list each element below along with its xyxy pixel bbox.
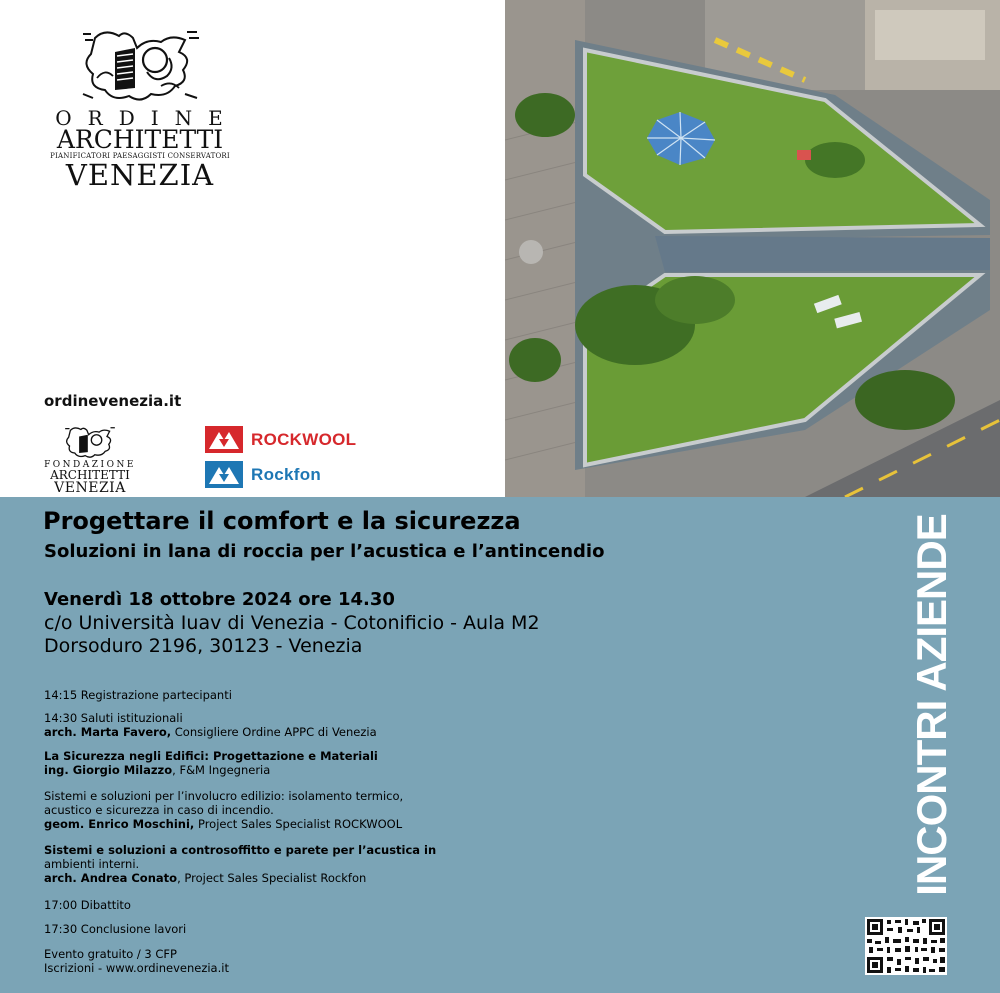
rockwool-name: ROCKWOOL <box>251 429 357 449</box>
program-text: 14:15 Registrazione partecipanti <box>44 688 232 702</box>
program-speaker: ing. Giorgio Milazzo <box>44 763 173 777</box>
lion-crest-small-icon <box>60 426 120 460</box>
program-text: 17:30 Conclusione lavori <box>44 922 187 936</box>
program-text: La Sicurezza negli Edifici: Progettazione e Materiali <box>44 749 378 763</box>
program-item-conclusion <box>44 922 604 936</box>
qr-code[interactable] <box>865 917 947 975</box>
program-speaker: geom. Enrico Moschini, <box>44 817 195 831</box>
incontri-aziende-text: INCONTRI AZIENDE <box>908 514 955 896</box>
program-role: , F&M Ingegneria <box>172 763 271 777</box>
logo-venezia-text: VENEZIA <box>65 158 215 192</box>
fondazione-text: FONDAZIONE <box>44 460 136 470</box>
event-panel <box>0 497 1000 993</box>
program-text-2: ambienti interni. <box>44 857 140 871</box>
ordine-architetti-logo <box>40 28 240 192</box>
program-text: Sistemi e soluzioni a controsoffitto e parete per l’acustica in <box>44 843 437 857</box>
program-role: Project Sales Specialist ROCKWOOL <box>194 817 403 831</box>
footer-free-event: Evento gratuito / 3 CFP <box>44 947 177 961</box>
program-text-2: acustico e sicurezza in caso di incendio. <box>44 803 274 817</box>
rockfon-mark-icon <box>205 461 243 488</box>
lion-crest-icon <box>75 28 205 106</box>
program-text: 17:00 Dibattito <box>44 898 131 912</box>
fondazione-venezia-text: VENEZIA <box>54 480 126 496</box>
program-item-debate <box>44 898 604 912</box>
program-role: Consigliere Ordine APPC di Venezia <box>171 725 377 739</box>
event-title: Progettare il comfort e la sicurezza <box>43 507 521 535</box>
program-item-ceilings <box>44 843 604 885</box>
program-item-envelope <box>44 789 604 831</box>
footer-registration[interactable]: Iscrizioni - www.ordinevenezia.it <box>44 961 229 975</box>
rockwool-mark-icon <box>205 426 243 453</box>
fondazione-architetti-text: ARCHITETTI <box>50 468 130 482</box>
program-item-registration <box>44 688 604 702</box>
program-speaker: arch. Marta Favero, <box>44 725 172 739</box>
logo-ordine-text: ORDINE <box>55 106 239 130</box>
event-venue: c/o Università Iuav di Venezia - Cotonificio - Aula M2 <box>44 612 540 634</box>
program-text: Sistemi e soluzioni per l’involucro edilizio: isolamento termico, <box>44 789 404 803</box>
program-role: , Project Sales Specialist Rockfon <box>177 871 367 885</box>
program-item-safety <box>44 749 604 777</box>
rockfon-logo <box>205 461 321 488</box>
program-item-greetings <box>44 711 604 739</box>
event-address: Dorsoduro 2196, 30123 - Venezia <box>44 635 363 657</box>
rockwool-logo <box>205 426 356 453</box>
event-subtitle: Soluzioni in lana di roccia per l’acustica e l’antincendio <box>44 541 605 562</box>
website-link[interactable]: ordinevenezia.it <box>44 392 182 410</box>
green-roof-aerial-photo <box>505 0 1000 497</box>
logo-architetti-text: ARCHITETTI <box>56 125 224 154</box>
program-text: 14:30 Saluti istituzionali <box>44 711 183 725</box>
rockfon-name: Rockfon <box>251 464 322 484</box>
logo-subtitle-text: PIANIFICATORI PAESAGGISTI CONSERVATORI <box>50 152 230 160</box>
footer-info <box>44 947 604 975</box>
program-speaker: arch. Andrea Conato <box>44 871 178 885</box>
event-date: Venerdì 18 ottobre 2024 ore 14.30 <box>44 589 395 610</box>
qr-code-icon <box>865 917 947 975</box>
fondazione-logo <box>40 426 140 495</box>
